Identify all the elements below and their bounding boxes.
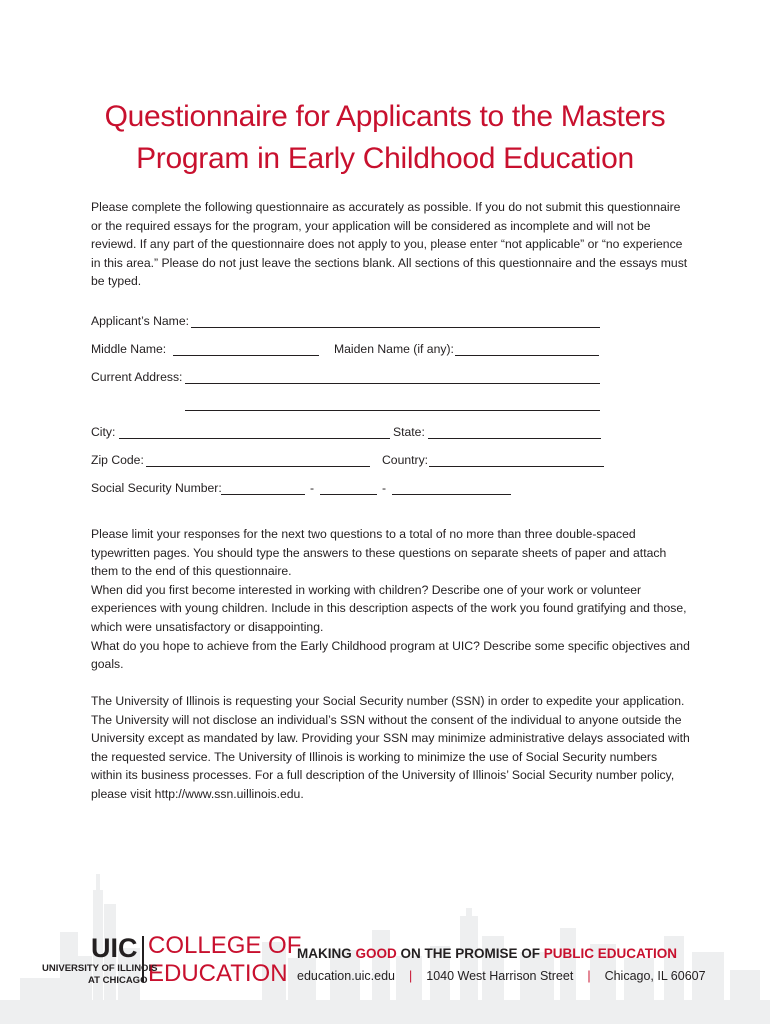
motto-part-1: MAKING <box>297 946 356 961</box>
zip-code-label: Zip Code: <box>91 453 144 467</box>
city-label: City: <box>91 425 116 439</box>
title-line-1: Questionnaire for Applicants to the Masters <box>104 100 666 133</box>
footer-separator-2: | <box>587 969 591 983</box>
ssn-row <box>91 480 516 498</box>
current-address-field-2[interactable] <box>185 398 600 411</box>
middle-name-field[interactable] <box>173 343 319 356</box>
university-name-line-2: AT CHICAGO <box>88 975 148 986</box>
footer-separator-1: | <box>409 969 413 983</box>
ssn-field-3[interactable] <box>392 482 511 495</box>
ssn-dash-2: - <box>382 481 387 495</box>
essay-question-1: When did you first become interested in working with children? Describe one of your work or volunteer experiences with young children. Include in this description aspects of the work you found gratifying and those, which were unsatisfactory or disappointing. <box>91 582 687 634</box>
current-address-field[interactable] <box>185 371 600 384</box>
footer-contact <box>297 969 706 983</box>
applicant-name-row <box>91 313 601 331</box>
university-name-line-1: UNIVERSITY OF ILLINOIS <box>42 963 158 974</box>
current-address-label: Current Address: <box>91 370 183 384</box>
ssn-field-1[interactable] <box>221 482 305 495</box>
ssn-dash-1: - <box>310 481 315 495</box>
page-title <box>60 96 710 180</box>
city-state-row <box>91 424 603 442</box>
uic-logo: UIC <box>91 933 138 963</box>
logo-college-of: COLLEGE OF <box>148 932 302 959</box>
college-of-education-logo <box>148 932 301 988</box>
country-field[interactable] <box>429 454 604 467</box>
applicant-name-field[interactable] <box>191 315 600 328</box>
state-label: State: <box>393 425 425 439</box>
essay-question-2: What do you hope to achieve from the Early Childhood program at UIC? Describe some specific objectives and goals. <box>91 638 690 672</box>
maiden-name-field[interactable] <box>455 343 599 356</box>
motto-part-4: PUBLIC EDUCATION <box>543 946 678 961</box>
footer-address: 1040 West Harrison Street <box>426 969 574 983</box>
logo-education: EDUCATION <box>148 960 288 987</box>
essay-instructions <box>91 525 691 674</box>
ssn-notice-paragraph: The University of Illinois is requesting your Social Security number (SSN) in order to expedite your application. The University will not disclose an individual’s SSN without the consent of the individual to anyone outside the University except as mandated by law. Providing your SSN may minimize administrative delays associated with the requested service. The University of Illinois is working to minimize the use of Social Security numbers within its business processes. For a full description of the University of Illinois’ Social Security number policy, please visit http://www.ssn.uillinois.edu. <box>91 694 690 801</box>
instructions-paragraph: Please complete the following questionnaire as accurately as possible. If you do not submit this questionnaire or the required essays for the program, your application will be considered as incomplete and will not be reviewd. If any part of the questionnaire does not apply to you, please enter “not applicable” or “no experience in this area.” Please do not just leave the sections blank. All sections of this questionnaire and the essays must be typed. <box>91 200 688 289</box>
middle-maiden-row <box>91 341 601 359</box>
footer-motto <box>297 946 677 961</box>
maiden-name-label: Maiden Name (if any): <box>334 342 454 356</box>
middle-name-label: Middle Name: <box>91 342 167 356</box>
applicant-name-label: Applicant’s Name: <box>91 314 189 328</box>
city-field[interactable] <box>119 426 390 439</box>
title-line-2: Program in Early Childhood Education <box>136 142 634 175</box>
ssn-label: Social Security Number: <box>91 481 222 495</box>
motto-part-2: GOOD <box>355 946 397 961</box>
country-label: Country: <box>382 453 429 467</box>
essay-limit-text: Please limit your responses for the next two questions to a total of no more than three double-spaced typewritten pages. You should type the answers to these questions on separate sheets of paper and attach them to the end of this questionnaire. <box>91 527 667 579</box>
current-address-row-2 <box>91 396 601 414</box>
footer-website[interactable]: education.uic.edu <box>297 969 395 983</box>
zip-code-field[interactable] <box>146 454 370 467</box>
footer-city: Chicago, IL 60607 <box>604 969 706 983</box>
current-address-row <box>91 369 601 387</box>
ssn-field-2[interactable] <box>320 482 377 495</box>
state-field[interactable] <box>428 426 601 439</box>
motto-part-3: ON THE PROMISE OF <box>396 946 544 961</box>
zip-country-row <box>91 452 606 470</box>
